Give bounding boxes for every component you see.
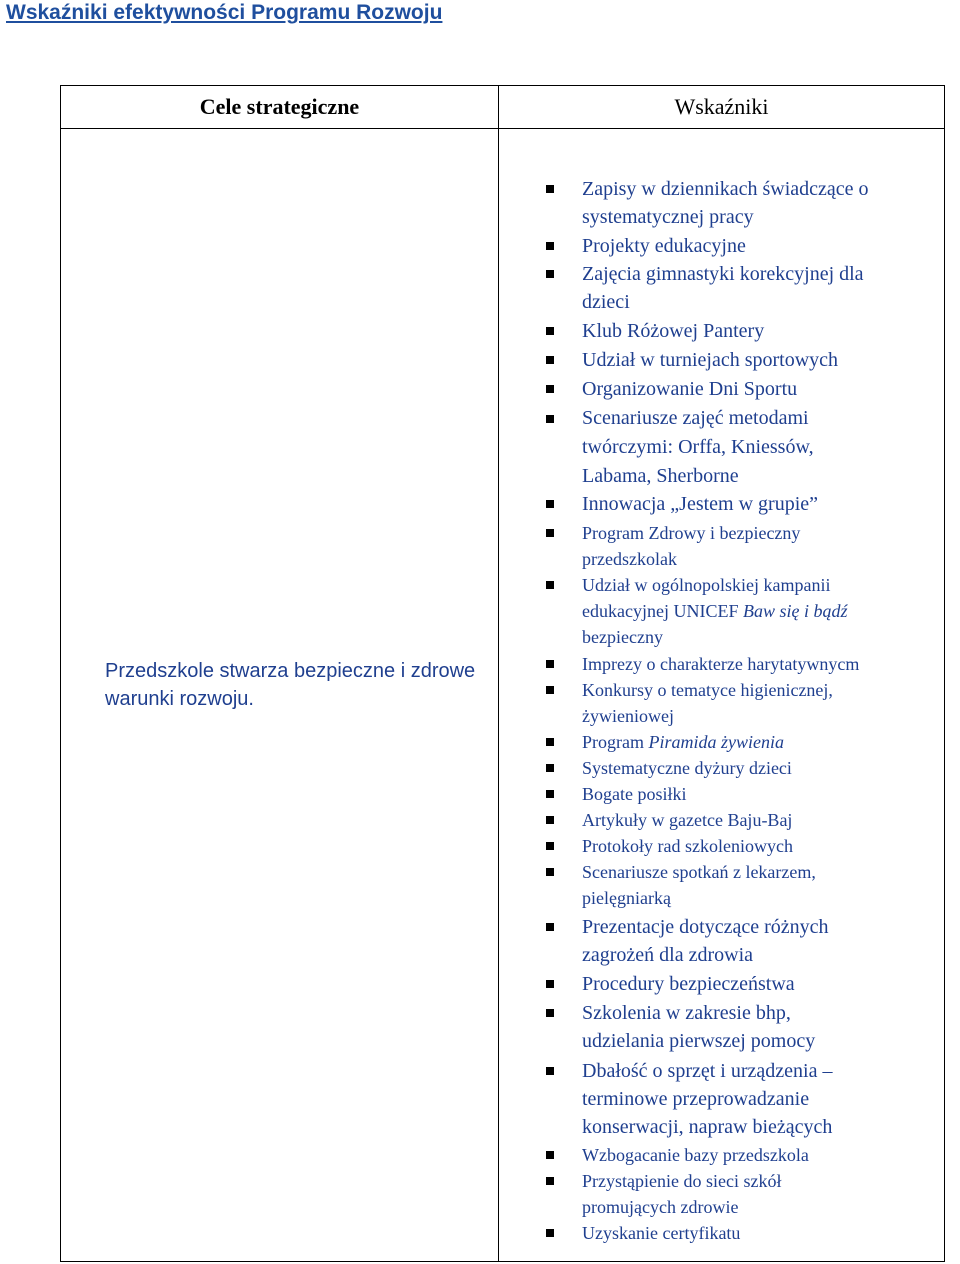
indicator-line: żywieniowej	[582, 706, 674, 726]
page-title: Wskaźniki efektywności Programu Rozwoju	[6, 1, 443, 24]
indicator-line: Scenariusze zajęć metodami	[582, 407, 809, 429]
indicator-item	[582, 375, 960, 403]
table-row	[61, 129, 945, 1262]
square-bullet-icon	[546, 738, 554, 746]
indicator-line: udzielania pierwszej pomocy	[582, 1030, 816, 1052]
indicator-item	[582, 260, 960, 316]
strategy-table	[60, 85, 945, 1262]
indicator-line: Artykuły w gazetce Baju-Baj	[582, 810, 793, 830]
indicator-line: Procedury bezpieczeństwa	[582, 973, 795, 995]
indicator-line: Udział w turniejach sportowych	[582, 349, 839, 371]
indicator-item	[582, 232, 960, 260]
indicator-line: bezpieczny	[582, 627, 663, 647]
indicator-line: Projekty edukacyjne	[582, 235, 746, 257]
indicator-line: Konkursy o tematyce higienicznej,	[582, 680, 833, 700]
square-bullet-icon	[546, 980, 554, 988]
indicator-item	[582, 490, 960, 518]
indicator-item	[582, 1220, 960, 1246]
indicator-item	[582, 404, 960, 491]
strategic-goal: Przedszkole stwarza bezpieczne i zdrowe warunki rozwoju.	[105, 660, 476, 710]
indicator-item	[582, 807, 960, 833]
indicators-cell	[499, 129, 945, 1262]
square-bullet-icon	[546, 356, 554, 364]
indicator-line: Protokoły rad szkoleniowych	[582, 836, 793, 856]
goals-cell	[61, 129, 499, 1262]
indicator-line: Imprezy o charakterze harytatywnycm	[582, 654, 860, 674]
square-bullet-icon	[546, 790, 554, 798]
indicator-line: Innowacja „Jestem w grupie”	[582, 493, 819, 515]
indicator-item	[582, 1142, 960, 1168]
square-bullet-icon	[546, 1177, 554, 1185]
square-bullet-icon	[546, 500, 554, 508]
indicator-line: terminowe przeprowadzanie	[582, 1088, 810, 1110]
indicator-line: dzieci	[582, 291, 630, 313]
indicator-item	[582, 833, 960, 859]
indicator-item	[582, 677, 960, 729]
indicator-item	[582, 755, 960, 781]
indicator-item	[582, 859, 960, 911]
indicator-line: przedszkolak	[582, 549, 677, 569]
square-bullet-icon	[546, 185, 554, 193]
square-bullet-icon	[546, 1009, 554, 1017]
square-bullet-icon	[546, 1229, 554, 1237]
indicator-line: Zajęcia gimnastyki korekcyjnej dla	[582, 263, 864, 285]
square-bullet-icon	[546, 1067, 554, 1075]
indicator-line: Zapisy w dziennikach świadczące o	[582, 178, 869, 200]
indicator-item	[582, 913, 960, 969]
indicator-line: Uzyskanie certyfikatu	[582, 1223, 741, 1243]
header-indicators: Wskaźniki	[499, 86, 945, 129]
indicator-item	[582, 651, 960, 677]
indicator-item	[582, 999, 960, 1055]
square-bullet-icon	[546, 581, 554, 589]
indicator-item	[582, 781, 960, 807]
indicator-line: Program Piramida żywienia	[582, 732, 784, 752]
indicator-line: Scenariusze spotkań z lekarzem,	[582, 862, 816, 882]
indicator-item	[582, 729, 960, 755]
indicator-line: Dbałość o sprzęt i urządzenia –	[582, 1060, 833, 1082]
indicator-item	[582, 572, 960, 650]
indicator-line: Przystąpienie do sieci szkół	[582, 1171, 782, 1191]
square-bullet-icon	[546, 660, 554, 668]
indicator-line: twórczymi: Orffa, Kniessów,	[582, 436, 814, 458]
indicator-line: promujących zdrowie	[582, 1197, 739, 1217]
square-bullet-icon	[546, 385, 554, 393]
indicator-item	[582, 317, 960, 345]
square-bullet-icon	[546, 529, 554, 537]
header-goals: Cele strategiczne	[61, 86, 499, 129]
indicator-line: edukacyjnej UNICEF Baw się i bądź	[582, 601, 848, 621]
indicator-line: Prezentacje dotyczące różnych	[582, 916, 829, 938]
indicator-italic-text: Baw się i bądź	[738, 601, 848, 621]
square-bullet-icon	[546, 270, 554, 278]
indicator-line: Wzbogacanie bazy przedszkola	[582, 1145, 809, 1165]
indicator-item	[582, 520, 960, 572]
square-bullet-icon	[546, 816, 554, 824]
indicator-item	[582, 970, 960, 998]
square-bullet-icon	[546, 842, 554, 850]
square-bullet-icon	[546, 686, 554, 694]
indicator-line: Udział w ogólnopolskiej kampanii	[582, 575, 831, 595]
indicator-line: Systematyczne dyżury dzieci	[582, 758, 792, 778]
indicator-line: Organizowanie Dni Sportu	[582, 378, 798, 400]
indicator-item	[582, 1057, 960, 1141]
indicator-line: zagrożeń dla zdrowia	[582, 944, 754, 966]
indicator-item	[582, 175, 960, 231]
indicator-line: Bogate posiłki	[582, 784, 687, 804]
indicator-line: konserwacji, napraw bieżących	[582, 1116, 833, 1138]
indicator-line: pielęgniarką	[582, 888, 671, 908]
indicator-line: Szkolenia w zakresie bhp,	[582, 1002, 791, 1024]
indicator-line: Program Zdrowy i bezpieczny	[582, 523, 801, 543]
square-bullet-icon	[546, 415, 554, 423]
square-bullet-icon	[546, 1151, 554, 1159]
square-bullet-icon	[546, 923, 554, 931]
square-bullet-icon	[546, 327, 554, 335]
indicator-line: systematycznej pracy	[582, 206, 754, 228]
indicator-italic-text: Piramida żywienia	[644, 732, 784, 752]
indicator-line: Klub Różowej Pantery	[582, 320, 765, 342]
square-bullet-icon	[546, 764, 554, 772]
indicator-item	[582, 346, 960, 374]
square-bullet-icon	[546, 242, 554, 250]
square-bullet-icon	[546, 868, 554, 876]
indicator-item	[582, 1168, 960, 1220]
table-header-row	[61, 86, 945, 129]
indicator-line: Labama, Sherborne	[582, 465, 739, 487]
